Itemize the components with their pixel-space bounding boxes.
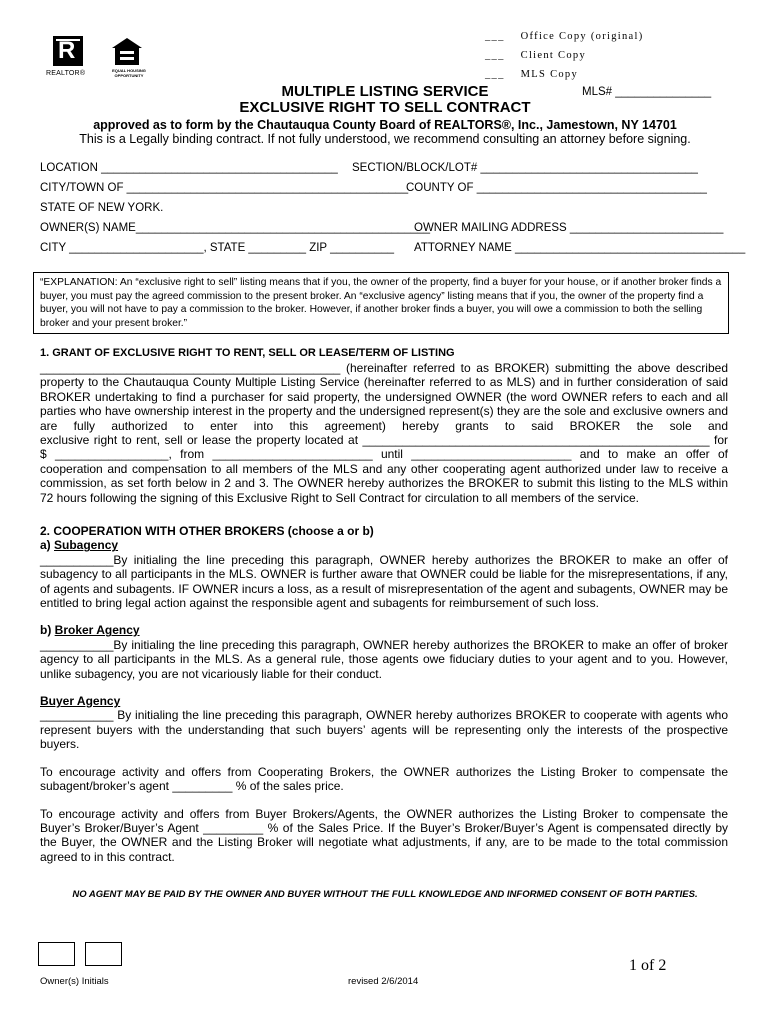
revised-date: revised 2/6/2014 bbox=[348, 976, 419, 987]
copy-label: MLS Copy bbox=[520, 69, 579, 80]
realtor-logo bbox=[53, 36, 83, 66]
realtor-label: REALTOR® bbox=[46, 70, 86, 77]
broker-agency-text[interactable]: ___________By initialing the line preceding this paragraph, OWNER hereby authorizes the BROKER to make an offer of broker agency to all participants in the MLS. As a general rule, those agents owe fiduciary duties to your agent and to you. However, unlike subagency, you are not vicariously liable for their conduct. bbox=[40, 637, 728, 681]
consent-notice: NO AGENT MAY BE PAID BY THE OWNER AND BUYER WITHOUT THE FULL KNOWLEDGE AND INFORMED CONSENT OF BOTH PARTIES. bbox=[72, 889, 698, 900]
title-line2: EXCLUSIVE RIGHT TO SELL CONTRACT bbox=[239, 99, 531, 116]
section1-heading: 1. GRANT OF EXCLUSIVE RIGHT TO RENT, SELL OR LEASE/TERM OF LISTING bbox=[40, 347, 455, 359]
buyer-agency-title: Buyer Agency bbox=[40, 694, 121, 709]
section2 bbox=[40, 524, 728, 864]
owner-mailing-field[interactable]: OWNER MAILING ADDRESS ________________________ bbox=[414, 222, 724, 234]
city-state-zip-field[interactable]: CITY _____________________, STATE _________ ZIP __________ bbox=[40, 242, 395, 254]
owners-initials-label: Owner(s) Initials bbox=[40, 976, 109, 987]
subagency-title: Subagency bbox=[54, 538, 119, 553]
section1-text2: cooperation and compensation to all members of the MLS and any other cooperating agent authorized under law to receive a commission, as set forth below in 2 and 3. The OWNER hereby authorizes the BROKER to submit this listing to the MLS within 72 hours following the signing of this Exclusive Right to Sell Contract for circulation to all members of the service. bbox=[40, 461, 728, 505]
copy-blank: ___ bbox=[485, 31, 505, 42]
section1-body bbox=[40, 361, 728, 505]
page-number: 1 of 2 bbox=[629, 957, 667, 974]
section1-dates-line[interactable]: $ _________________, from ________________________ until ________________________ and to make an offer of bbox=[40, 447, 728, 462]
copy-row bbox=[485, 27, 644, 46]
equal-housing-icon bbox=[111, 36, 143, 66]
section-block-lot-field[interactable]: SECTION/BLOCK/LOT# __________________________________ bbox=[352, 162, 698, 174]
copy-row bbox=[485, 65, 644, 84]
owner-initial-box-2[interactable] bbox=[85, 942, 122, 966]
broker-agency-heading bbox=[40, 623, 728, 637]
title-line1: MULTIPLE LISTING SERVICE bbox=[281, 83, 489, 100]
copy-blank: ___ bbox=[485, 50, 505, 61]
realtor-logo-letter: R bbox=[58, 37, 76, 64]
owners-name-field[interactable]: OWNER(S) NAME______________________________________________ bbox=[40, 222, 431, 234]
section1-location-line[interactable]: exclusive right to rent, sell or lease the property located at ____________________________________________________ for bbox=[40, 433, 728, 448]
section2-heading: 2. COOPERATION WITH OTHER BROKERS (choose a or b) bbox=[40, 524, 374, 538]
copy-label: Office Copy (original) bbox=[520, 31, 644, 42]
cooperating-compensation-text[interactable]: To encourage activity and offers from Cooperating Brokers, the OWNER authorizes the Listing Broker to compensate the subagent/broker’s agent _________ % of the sales price. bbox=[40, 764, 728, 794]
city-town-field[interactable]: CITY/TOWN OF ____________________________________________ bbox=[40, 182, 409, 194]
county-field[interactable]: COUNTY OF ____________________________________ bbox=[406, 182, 707, 194]
broker-agency-label: b) bbox=[40, 623, 55, 638]
buyer-broker-compensation-text[interactable]: To encourage activity and offers from Buyer Brokers/Agents, the OWNER authorizes the Listing Broker to compensate the Buyer’s Broker/Buyer’s Agent _________ % of the Sales Price. If the Buyer’s Broker/Buyer’s Agent is compensated directly by the Buyer, the OWNER and the Listing Broker will negotiate what adjustments, if any, are to be made to the total commission agreed to in this contract. bbox=[40, 806, 728, 864]
owner-initial-box-1[interactable] bbox=[38, 942, 75, 966]
copy-designations bbox=[485, 27, 644, 84]
explanation-box: “EXPLANATION: An “exclusive right to sell” listing means that if you, the owner of the property, find a buyer for your house, or if another broker finds a buyer, you must pay the agreed commission to the present broker. An “exclusive agency” listing means that if you, the owner of the property find a buyer, you will not have to pay a commission to the broker. However, if another broker finds a buyer, you will owe a commission to both the selling broker and your present broker.” bbox=[33, 272, 729, 334]
state-label: STATE OF NEW YORK. bbox=[40, 202, 164, 214]
eho-label: EQUAL HOUSING OPPORTUNITY bbox=[112, 68, 146, 78]
attorney-field[interactable]: ATTORNEY NAME ____________________________________ bbox=[414, 242, 746, 254]
location-field[interactable]: LOCATION _____________________________________ bbox=[40, 162, 338, 174]
section1-broker-line[interactable]: _____________________________________________ (hereinafter referred to as BROKER) submitting the above described bbox=[40, 361, 728, 375]
subagency-heading bbox=[40, 538, 728, 552]
mls-number-field[interactable]: MLS# _______________ bbox=[582, 86, 712, 98]
subagency-label: a) bbox=[40, 538, 55, 553]
buyer-agency-text[interactable]: ___________ By initialing the line preceding this paragraph, OWNER hereby authorizes BROKER to cooperate with agents who represent buyers with the understanding that such buyers’ agents will be representing only the interests of the prospective buyers. bbox=[40, 708, 728, 752]
broker-agency-title: Broker Agency bbox=[54, 623, 140, 638]
section1-text: property to the Chautauqua County Multiple Listing Service (hereinafter referred to as MLS) and in further consideration of said BROKER undertaking to find a purchaser for said property, the undersigned OWNER (the word OWNER refers to each and all parties who have ownership interest in the property and the undersigned represent(s) they are the sole and exclusive owners and are fully authorized to enter into this agreement) hereby grants to said BROKER the sole and bbox=[40, 375, 728, 433]
copy-label: Client Copy bbox=[520, 50, 587, 61]
copy-blank: ___ bbox=[485, 69, 505, 80]
subagency-text[interactable]: ___________By initialing the line preceding this paragraph, OWNER hereby authorizes the BROKER to make an offer of subagency to all participants in the MLS. OWNER is further aware that OWNER could be liable for the misrepresentations, if any, of agents and subagents. IF OWNER incurs a loss, as a result of misrepresentation of the agent and subagents, OWNER may be entitled to bring legal action against the responsible agent and subagents for reimbursement of such loss. bbox=[40, 552, 728, 611]
copy-row bbox=[485, 46, 644, 65]
binding-notice: This is a Legally binding contract. If not fully understood, we recommend consulting an attorney before signing. bbox=[79, 132, 691, 146]
approved-line: approved as to form by the Chautauqua County Board of REALTORS®, Inc., Jamestown, NY 14701 bbox=[93, 118, 677, 132]
